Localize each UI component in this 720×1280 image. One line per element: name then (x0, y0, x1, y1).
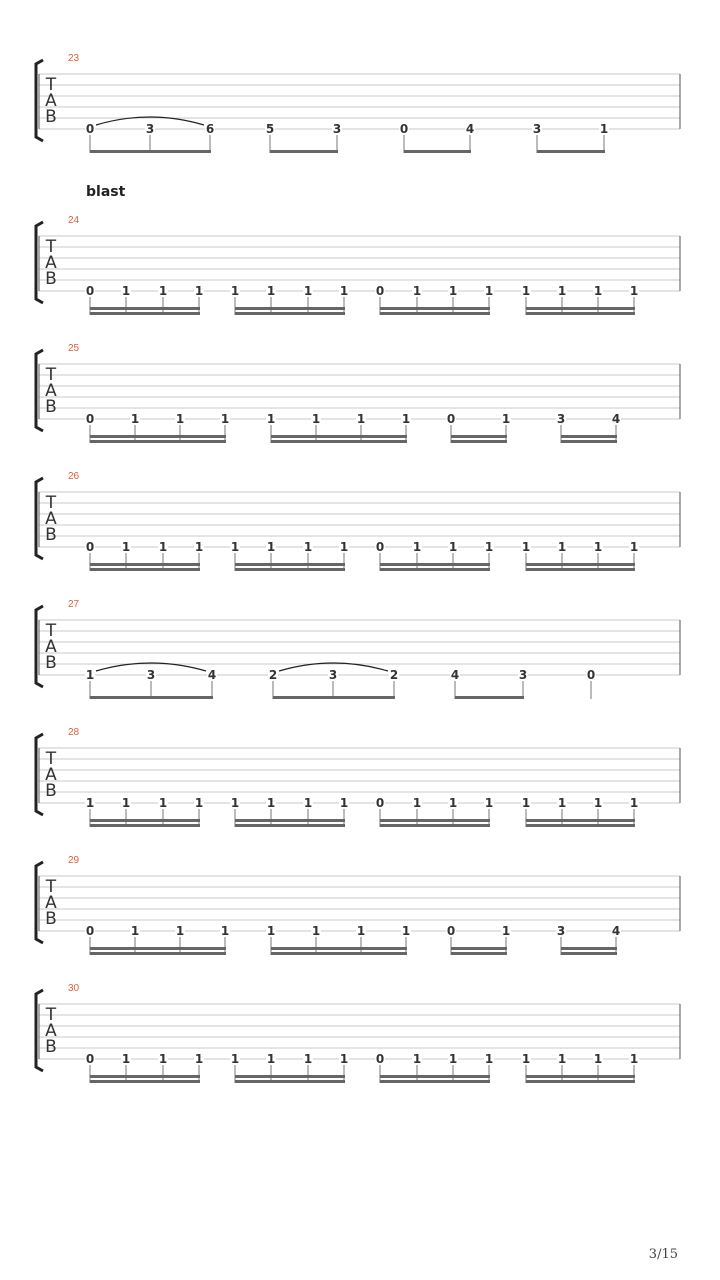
fret-number: 1 (593, 284, 603, 298)
tab-clef-letter: A (45, 765, 57, 785)
fret-number: 5 (265, 122, 275, 136)
fret-number: 1 (448, 1052, 458, 1066)
fret-number: 1 (484, 540, 494, 554)
fret-number: 1 (484, 284, 494, 298)
fret-number: 1 (521, 796, 531, 810)
beam (270, 150, 338, 153)
fret-number: 4 (450, 668, 460, 682)
fret-number: 1 (412, 540, 422, 554)
beam (90, 1075, 200, 1078)
tab-clef-letter: B (45, 107, 57, 127)
fret-number: 0 (85, 1052, 95, 1066)
beam (271, 435, 407, 438)
fret-number: 1 (266, 1052, 276, 1066)
beam (271, 947, 407, 950)
beam (526, 568, 635, 571)
tab-clef-letter: B (45, 269, 57, 289)
fret-number: 1 (448, 796, 458, 810)
fret-number: 1 (339, 1052, 349, 1066)
tab-clef-letter: B (45, 909, 57, 929)
fret-number: 1 (448, 540, 458, 554)
measure-number: 29 (68, 855, 80, 866)
beam (271, 440, 407, 443)
fret-number: 0 (446, 924, 456, 938)
fret-number: 1 (521, 284, 531, 298)
fret-number: 1 (339, 796, 349, 810)
fret-number: 3 (332, 122, 342, 136)
fret-number: 1 (85, 668, 95, 682)
beam (90, 568, 200, 571)
tab-clef-letter: T (45, 493, 57, 513)
fret-number: 1 (230, 796, 240, 810)
fret-number: 1 (303, 796, 313, 810)
fret-number: 0 (375, 284, 385, 298)
fret-number: 3 (532, 122, 542, 136)
beam (561, 947, 617, 950)
measure-number: 24 (68, 215, 80, 226)
fret-number: 1 (629, 540, 639, 554)
beam (90, 563, 200, 566)
fret-number: 1 (311, 412, 321, 426)
beam (90, 440, 226, 443)
beam (451, 435, 507, 438)
fret-number: 1 (175, 924, 185, 938)
fret-number: 1 (303, 284, 313, 298)
fret-number: 1 (521, 540, 531, 554)
fret-number: 1 (593, 540, 603, 554)
fret-number: 1 (412, 1052, 422, 1066)
tab-clef-letter: B (45, 397, 57, 417)
fret-number: 2 (389, 668, 399, 682)
fret-number: 0 (85, 924, 95, 938)
measure-number: 23 (68, 53, 80, 64)
beam (235, 312, 345, 315)
fret-number: 1 (557, 284, 567, 298)
fret-number: 6 (205, 122, 215, 136)
fret-number: 1 (266, 284, 276, 298)
beam (526, 1080, 635, 1083)
beam (526, 819, 635, 822)
fret-number: 1 (158, 540, 168, 554)
fret-number: 1 (484, 796, 494, 810)
fret-number: 1 (158, 284, 168, 298)
tab-clef-letter: A (45, 91, 57, 111)
beam (380, 307, 490, 310)
beam (90, 819, 200, 822)
fret-number: 1 (220, 924, 230, 938)
fret-number: 3 (328, 668, 338, 682)
fret-number: 1 (266, 412, 276, 426)
fret-number: 1 (593, 796, 603, 810)
beam (561, 440, 617, 443)
fret-number: 1 (230, 1052, 240, 1066)
fret-number: 1 (85, 796, 95, 810)
beam (380, 563, 490, 566)
fret-number: 1 (448, 284, 458, 298)
fret-number: 1 (557, 1052, 567, 1066)
fret-number: 0 (446, 412, 456, 426)
fret-number: 1 (130, 412, 140, 426)
fret-number: 3 (146, 668, 156, 682)
playing-marking: blast (86, 184, 126, 200)
beam (90, 307, 200, 310)
fret-number: 1 (629, 1052, 639, 1066)
fret-number: 1 (501, 924, 511, 938)
fret-number: 0 (85, 122, 95, 136)
fret-number: 1 (266, 540, 276, 554)
fret-number: 1 (303, 1052, 313, 1066)
tab-clef-letter: B (45, 781, 57, 801)
fret-number: 4 (207, 668, 217, 682)
fret-number: 1 (412, 284, 422, 298)
tab-clef-letter: A (45, 893, 57, 913)
beam (235, 563, 345, 566)
beam (537, 150, 605, 153)
fret-number: 1 (175, 412, 185, 426)
beam (235, 1075, 345, 1078)
fret-number: 0 (85, 540, 95, 554)
fret-number: 3 (556, 412, 566, 426)
fret-number: 1 (484, 1052, 494, 1066)
fret-number: 1 (194, 796, 204, 810)
beam (451, 440, 507, 443)
beam (90, 696, 213, 699)
fret-number: 4 (611, 412, 621, 426)
fret-number: 1 (356, 412, 366, 426)
fret-number: 1 (557, 796, 567, 810)
fret-number: 1 (599, 122, 609, 136)
fret-number: 1 (121, 284, 131, 298)
tab-clef-letter: B (45, 653, 57, 673)
fret-number: 1 (629, 284, 639, 298)
beam (235, 307, 345, 310)
beam (235, 819, 345, 822)
measure-number: 27 (68, 599, 80, 610)
beam (526, 824, 635, 827)
fret-number: 1 (121, 540, 131, 554)
fret-number: 1 (401, 924, 411, 938)
beam (90, 435, 226, 438)
beam (380, 312, 490, 315)
fret-number: 1 (230, 540, 240, 554)
beam (380, 824, 490, 827)
fret-number: 0 (399, 122, 409, 136)
fret-number: 1 (194, 540, 204, 554)
fret-number: 1 (356, 924, 366, 938)
beam (90, 312, 200, 315)
beam (404, 150, 471, 153)
tab-clef-letter: A (45, 381, 57, 401)
beam (235, 568, 345, 571)
beam (380, 819, 490, 822)
fret-number: 0 (85, 412, 95, 426)
beam (561, 435, 617, 438)
fret-number: 1 (339, 540, 349, 554)
fret-number: 1 (158, 796, 168, 810)
fret-number: 4 (465, 122, 475, 136)
beam (526, 1075, 635, 1078)
fret-number: 0 (85, 284, 95, 298)
tab-clef-letter: T (45, 1005, 57, 1025)
fret-number: 1 (311, 924, 321, 938)
tab-clef-letter: A (45, 1021, 57, 1041)
fret-number: 0 (586, 668, 596, 682)
tab-clef-letter: T (45, 365, 57, 385)
fret-number: 1 (557, 540, 567, 554)
fret-number: 1 (412, 796, 422, 810)
fret-number: 1 (130, 924, 140, 938)
fret-number: 1 (158, 1052, 168, 1066)
beam (561, 952, 617, 955)
page-number: 3/15 (648, 1247, 678, 1262)
fret-number: 1 (303, 540, 313, 554)
tab-clef-letter: T (45, 237, 57, 257)
beam (380, 1075, 490, 1078)
beam (271, 952, 407, 955)
beam (451, 952, 507, 955)
beam (451, 947, 507, 950)
fret-number: 3 (518, 668, 528, 682)
fret-number: 1 (230, 284, 240, 298)
tab-clef-letter: B (45, 1037, 57, 1057)
fret-number: 1 (121, 1052, 131, 1066)
fret-number: 1 (521, 1052, 531, 1066)
fret-number: 1 (401, 412, 411, 426)
beam (455, 696, 524, 699)
fret-number: 1 (194, 284, 204, 298)
beam (90, 952, 226, 955)
beam (526, 312, 635, 315)
measure-number: 30 (68, 983, 80, 994)
fret-number: 1 (339, 284, 349, 298)
tab-clef-letter: T (45, 621, 57, 641)
fret-number: 2 (268, 668, 278, 682)
tab-clef-letter: T (45, 877, 57, 897)
fret-number: 1 (266, 796, 276, 810)
beam (526, 307, 635, 310)
beam (380, 568, 490, 571)
tab-clef-letter: B (45, 525, 57, 545)
tab-clef-letter: T (45, 75, 57, 95)
fret-number: 4 (611, 924, 621, 938)
measure-number: 28 (68, 727, 80, 738)
tab-clef-letter: A (45, 637, 57, 657)
fret-number: 0 (375, 796, 385, 810)
fret-number: 1 (121, 796, 131, 810)
beam (90, 1080, 200, 1083)
tab-clef-letter: T (45, 749, 57, 769)
beam (90, 947, 226, 950)
tab-clef-letter: A (45, 509, 57, 529)
beam (90, 824, 200, 827)
beam (235, 824, 345, 827)
fret-number: 0 (375, 1052, 385, 1066)
fret-number: 1 (266, 924, 276, 938)
fret-number: 1 (629, 796, 639, 810)
measure-number: 25 (68, 343, 80, 354)
measure-number: 26 (68, 471, 80, 482)
beam (380, 1080, 490, 1083)
tab-clef-letter: A (45, 253, 57, 273)
fret-number: 3 (556, 924, 566, 938)
fret-number: 1 (220, 412, 230, 426)
beam (273, 696, 395, 699)
fret-number: 1 (194, 1052, 204, 1066)
fret-number: 1 (501, 412, 511, 426)
beam (90, 150, 211, 153)
fret-number: 0 (375, 540, 385, 554)
fret-number: 1 (593, 1052, 603, 1066)
fret-number: 3 (145, 122, 155, 136)
beam (526, 563, 635, 566)
beam (235, 1080, 345, 1083)
